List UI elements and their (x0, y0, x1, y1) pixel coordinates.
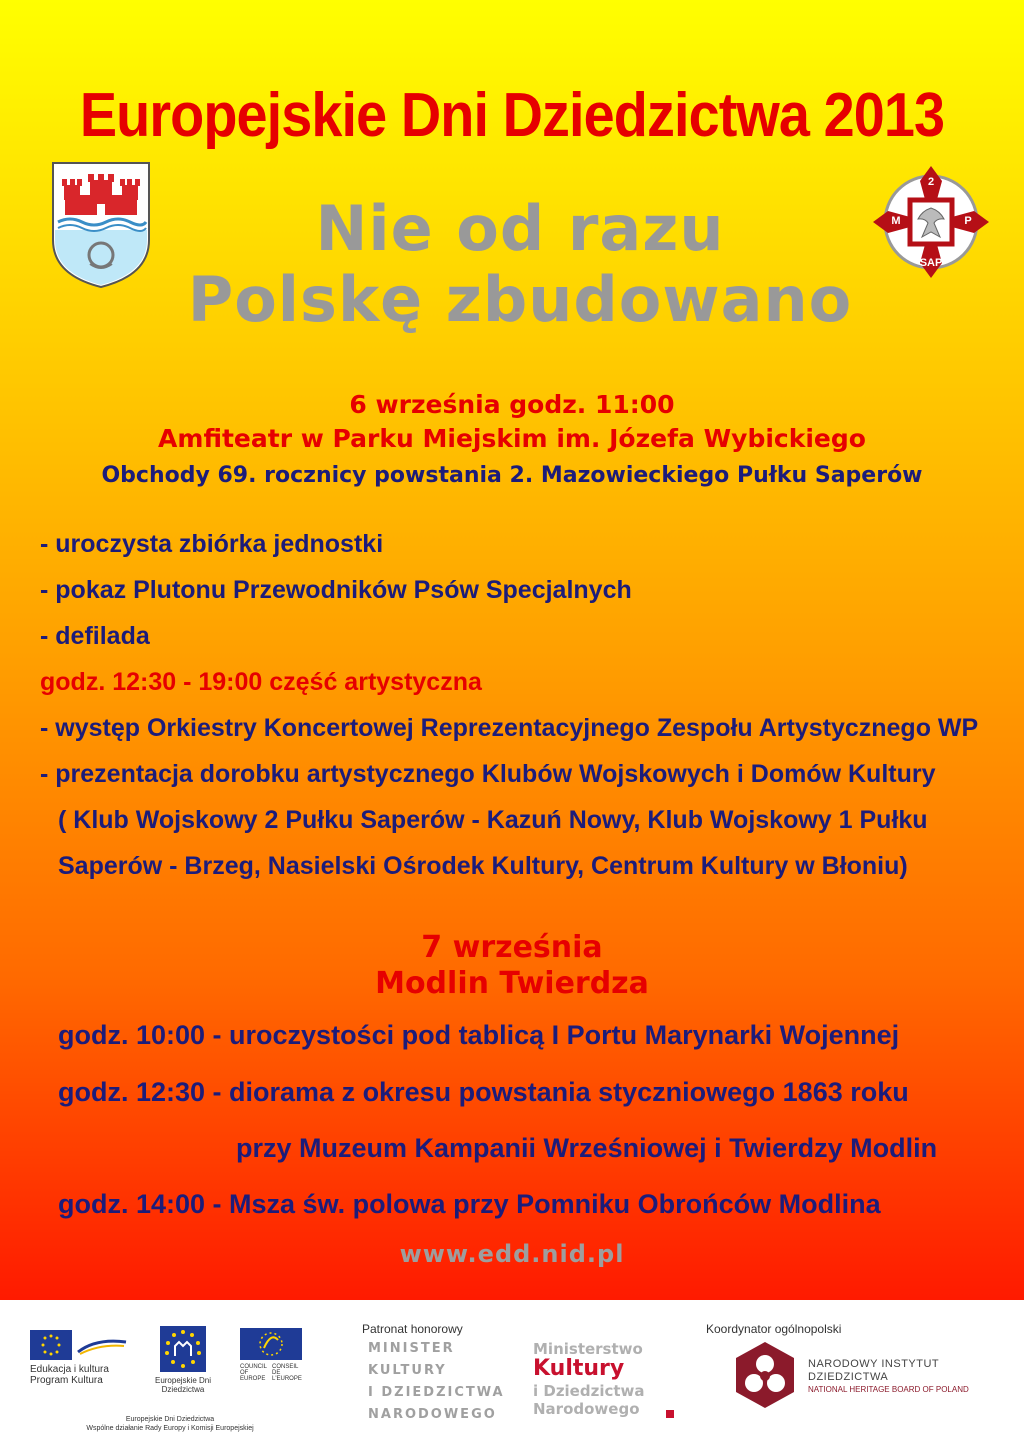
subtitle-line-2: Polskę zbudowano (187, 263, 853, 336)
nid-logo-icon (730, 1340, 800, 1410)
day1-item: - pokaz Plutonu Przewodników Psów Specjalnych (40, 576, 632, 604)
ministry-logo-line-4: Narodowego (533, 1400, 640, 1418)
emblem-letter-p: P (964, 215, 972, 227)
ministry-logo-line-1: Ministerstwo (533, 1340, 643, 1358)
city-coat-of-arms-icon (50, 160, 152, 290)
coe-label-2: CONSEIL DE L'EUROPE (272, 1364, 302, 1382)
subtitle-line-1: Nie od razu (315, 192, 725, 265)
coe-label-1: COUNCIL OF EUROPE (240, 1364, 267, 1382)
day2-date: 7 września (421, 930, 603, 965)
emblem-letters-sap: SAP (919, 257, 943, 269)
ministry-logo-line-3: i Dziedzictwa (533, 1382, 645, 1400)
day1-item: - defilada (40, 622, 150, 650)
minister-line: KULTURY (368, 1363, 447, 1378)
eu-label-2: Program Kultura (30, 1375, 103, 1386)
eu-label-1: Edukacja i kultura (30, 1364, 109, 1375)
nid-name-2: DZIEDZICTWA (808, 1371, 889, 1383)
patronat-label: Patronat honorowy (362, 1322, 463, 1336)
emblem-letter-m: M (891, 215, 901, 227)
day1-venue: Amfiteatr w Parku Miejskim im. Józefa Wybickiego (158, 424, 866, 453)
minister-line: NARODOWEGO (368, 1407, 497, 1422)
ministry-logo-line-2: Kultury (533, 1356, 625, 1381)
nid-name-1: NARODOWY INSTYTUT (808, 1358, 940, 1370)
bottom-note-1: Europejskie Dni Dziedzictwa (125, 1416, 215, 1423)
edd-label-2: Dziedzictwa (161, 1385, 205, 1394)
day1-date: 6 września godz. 11:00 (349, 390, 675, 419)
edd-logo-icon (160, 1326, 206, 1372)
eu-flag-icon (30, 1330, 72, 1360)
minister-line: I DZIEDZICTWA (368, 1385, 505, 1400)
day1-art-item: Saperów - Brzeg, Nasielski Ośrodek Kultury, Centrum Kultury w Błoniu) (58, 852, 908, 880)
sponsor-footer (0, 1300, 1024, 1437)
day2-item: godz. 12:30 - diorama z okresu powstania styczniowego 1863 roku (58, 1077, 909, 1107)
poster-title: Europejskie Dni Dziedzictwa 2013 (79, 81, 945, 150)
day1-art-item: - prezentacja dorobku artystycznego Klubów Wojskowych i Domów Kultury (40, 760, 936, 788)
day2-item: przy Muzeum Kampanii Wrześniowej i Twierdzy Modlin (236, 1133, 938, 1163)
bottom-note-2: Wspólne działanie Rady Europy i Komisji Europejskiej (86, 1425, 254, 1432)
day1-art-time: godz. 12:30 - 19:00 część artystyczna (40, 668, 482, 696)
ministry-logo-dot-icon (666, 1410, 674, 1418)
edd-label-1: Europejskie Dni (154, 1376, 212, 1385)
website-url[interactable]: www.edd.nid.pl (399, 1240, 625, 1268)
nid-name-3: NATIONAL HERITAGE BOARD OF POLAND (808, 1385, 969, 1394)
day2-item: godz. 14:00 - Msza św. polowa przy Pomniku Obrońców Modlina (58, 1189, 881, 1219)
day2-item: godz. 10:00 - uroczystości pod tablicą I Portu Marynarki Wojennej (58, 1020, 900, 1050)
council-of-europe-logo-icon (240, 1328, 302, 1360)
day1-item: - uroczysta zbiórka jednostki (40, 530, 384, 558)
day1-art-item: ( Klub Wojskowy 2 Pułku Saperów - Kazuń Nowy, Klub Wojskowy 1 Pułku (58, 806, 928, 834)
culture-program-swoosh-icon (76, 1336, 128, 1356)
emblem-letter-2: 2 (927, 176, 935, 188)
day2-venue: Modlin Twierdza (375, 966, 649, 1001)
day1-art-item: - występ Orkiestry Koncertowej Reprezentacyjnego Zespołu Artystycznego WP (40, 714, 979, 742)
koordynator-label: Koordynator ogólnopolski (706, 1322, 842, 1336)
minister-line: MINISTER (368, 1341, 455, 1356)
day1-occasion: Obchody 69. rocznicy powstania 2. Mazowieckiego Pułku Saperów (101, 463, 923, 488)
